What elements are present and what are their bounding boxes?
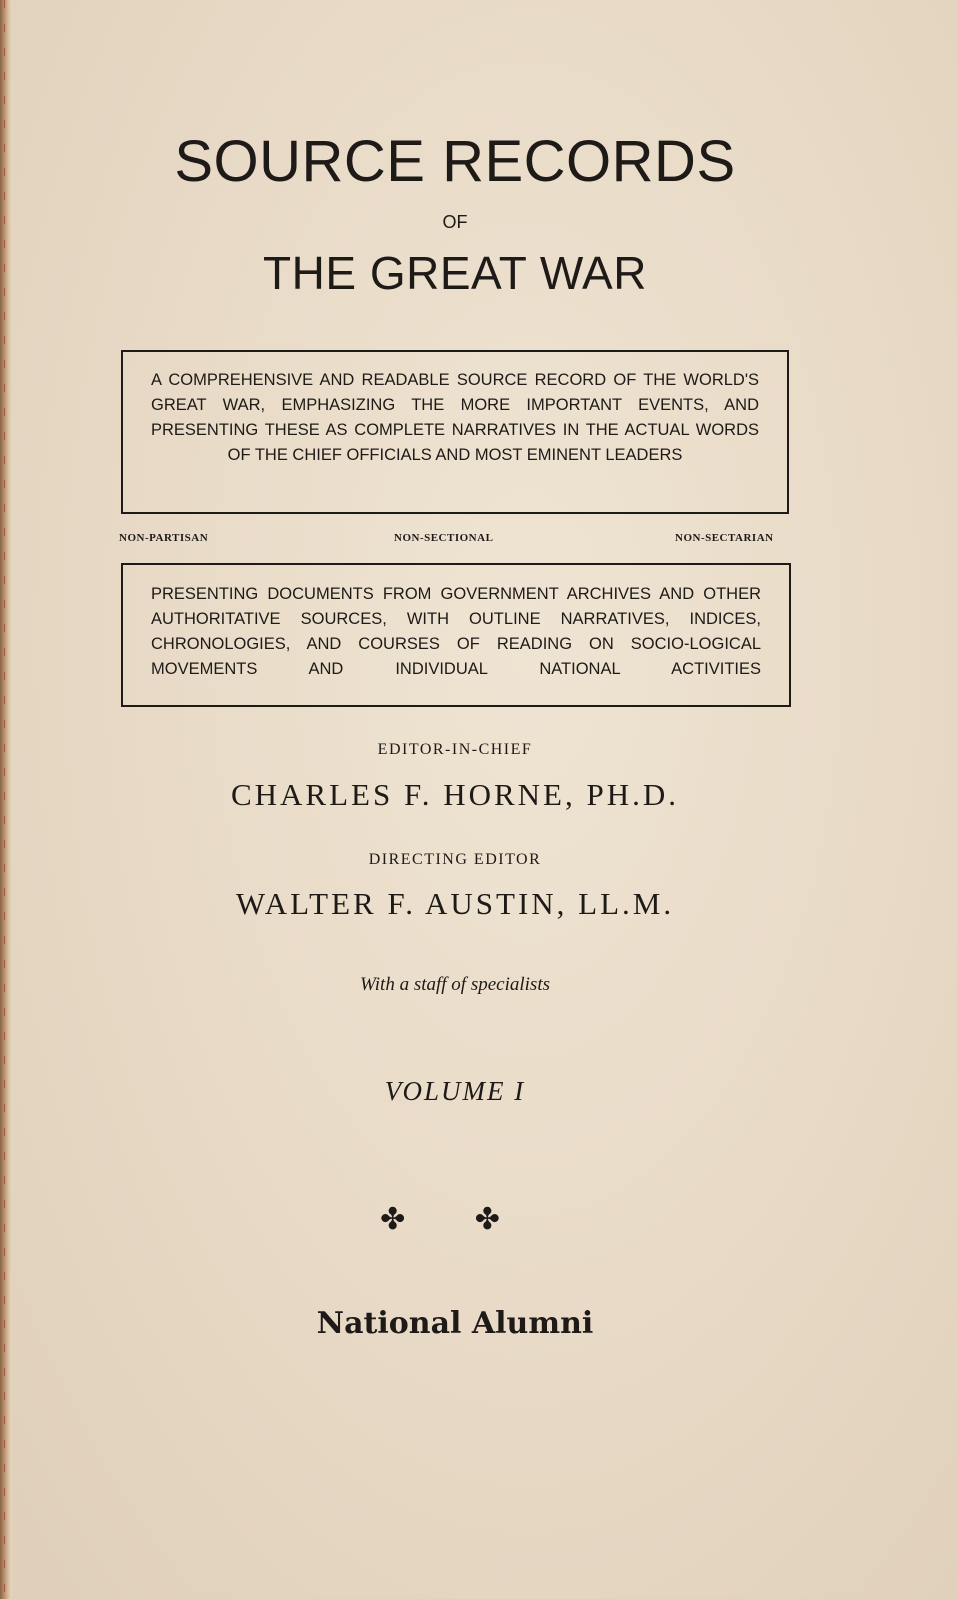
contents-text: PRESENTING DOCUMENTS FROM GOVERNMENT ARCHIVES AND OTHER AUTHORITATIVE SOURCES, WITH OUTLINE NARRATIVES, INDICES, CHRONOLOGIES, AND COURSES OF READING ON SOCIO-LOGICAL MOVEMENTS AND INDIVIDUAL NATIONAL ACTIVITIES — [151, 585, 761, 678]
book-title-line1: SOURCE RECORDS — [174, 129, 736, 194]
volume-label: VOLUME I — [384, 1076, 526, 1106]
book-title-line2: THE GREAT WAR — [263, 247, 647, 299]
tagline-non-partisan: NON-PARTISAN — [119, 532, 209, 544]
publisher-name: National Alumni — [316, 1306, 594, 1341]
staff-note: With a staff of specialists — [359, 974, 550, 995]
tagline-non-sectional: NON-SECTIONAL — [394, 532, 494, 544]
directing-editor-name: WALTER F. AUSTIN, LL.M. — [235, 886, 675, 921]
tagline-non-sectarian: NON-SECTARIAN — [675, 532, 774, 544]
editor-in-chief-label: EDITOR-IN-CHIEF — [377, 741, 533, 758]
editor-in-chief-name: CHARLES F. HORNE, PH.D. — [230, 777, 680, 812]
contents-box — [121, 563, 791, 707]
description-text: A COMPREHENSIVE AND READABLE SOURCE RECORD OF THE WORLD'S GREAT WAR, EMPHASIZING THE MORE IMPORTANT EVENTS, AND PRESENTING THESE AS COMPLETE NARRATIVES IN THE ACTUAL WORDS OF THE CHIEF OFFICIALS AND MOST EMINENT LEADERS — [151, 371, 759, 464]
book-title-of: OF — [442, 212, 468, 232]
fleuron-ornament-icon: ✤ ✤ — [380, 1202, 530, 1237]
description-box — [121, 350, 789, 514]
directing-editor-label: DIRECTING EDITOR — [368, 851, 542, 868]
